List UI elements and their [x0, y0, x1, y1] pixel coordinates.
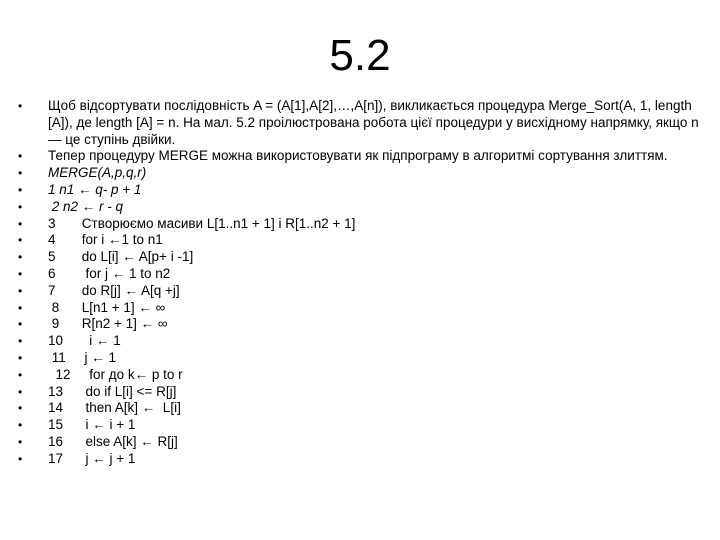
list-item [14, 98, 704, 148]
list-item-text: 11 j ← 1 [48, 349, 117, 365]
bullet-icon: • [18, 384, 23, 399]
list-item [14, 451, 704, 468]
list-item-text: 12 for до k← p to r [48, 366, 183, 382]
list-item-text: 8 L[n1 + 1] ← ∞ [48, 299, 166, 315]
list-item [14, 249, 704, 266]
list-item-text: 17 j ← j + 1 [48, 450, 136, 466]
list-item [14, 165, 704, 182]
list-item [14, 300, 704, 317]
bullet-icon: • [18, 283, 23, 298]
list-item [14, 182, 704, 199]
bullet-icon: • [18, 300, 23, 315]
list-item-text: Тепер процедуру MERGE можна використовувати як підпрограму в алгоритмі сортування злиттям. [48, 148, 668, 164]
bullet-icon: • [18, 434, 23, 449]
bullet-icon: • [18, 182, 23, 197]
list-item [14, 367, 704, 384]
list-item-text: 13 do if L[i] <= R[j] [48, 383, 177, 399]
list-item-text: 1 n1 ← q- p + 1 [48, 181, 142, 197]
list-item [14, 384, 704, 401]
list-item [14, 266, 704, 283]
bullet-icon: • [18, 149, 23, 164]
bullet-icon: • [18, 401, 23, 416]
list-item [14, 199, 704, 216]
list-item-text: 14 then A[k] ← L[i] [48, 400, 181, 416]
list-item-text: 5 do L[i] ← A[p+ i -1] [48, 249, 194, 265]
bullet-list [14, 98, 704, 468]
list-item [14, 148, 704, 165]
bullet-icon: • [18, 166, 23, 181]
bullet-icon: • [18, 350, 23, 365]
bullet-icon: • [18, 451, 23, 466]
bullet-icon: • [18, 266, 23, 281]
list-item-text: 10 i ← 1 [48, 333, 121, 349]
bullet-icon: • [18, 250, 23, 265]
list-item-text: 9 R[n2 + 1] ← ∞ [48, 316, 168, 332]
list-item [14, 283, 704, 300]
list-item-text: 6 for j ← 1 to n2 [48, 265, 171, 281]
list-item [14, 417, 704, 434]
list-item [14, 434, 704, 451]
bullet-icon: • [18, 367, 23, 382]
list-item-text: 4 for i ←1 to n1 [48, 232, 163, 248]
list-item [14, 216, 704, 233]
bullet-icon: • [18, 317, 23, 332]
list-item [14, 400, 704, 417]
bullet-icon: • [18, 418, 23, 433]
bullet-icon: • [18, 233, 23, 248]
page-title: 5.2 [329, 31, 391, 80]
list-item-text: 16 else A[k] ← R[j] [48, 433, 178, 449]
bullet-icon: • [18, 199, 23, 214]
list-item [14, 316, 704, 333]
list-item-text: 7 do R[j] ← A[q +j] [48, 282, 180, 298]
list-item-text: 2 n2 ← r - q [48, 198, 124, 214]
bullet-icon: • [18, 216, 23, 231]
list-item-text: MERGE(A,p,q,r) [48, 165, 147, 181]
list-item-text: Щоб відсортувати послідовність A = (A[1],A[2],…,A[n]), викликається процедура Merge_Sort(A, 1, length [A]), де length [A] = n. На мал. 5.2 проілюстрована робота цієї процедури у висхідному напрямку, якщо n — це ступінь двійки. [48, 98, 699, 147]
list-item-text: 15 i ← i + 1 [48, 417, 136, 433]
list-item [14, 350, 704, 367]
bullet-icon: • [18, 334, 23, 349]
list-item [14, 232, 704, 249]
list-item-text: 3 Створюємо масиви L[1..n1 + 1] і R[1..n2 + 1] [48, 215, 356, 231]
list-item [14, 333, 704, 350]
bullet-icon: • [18, 99, 23, 113]
